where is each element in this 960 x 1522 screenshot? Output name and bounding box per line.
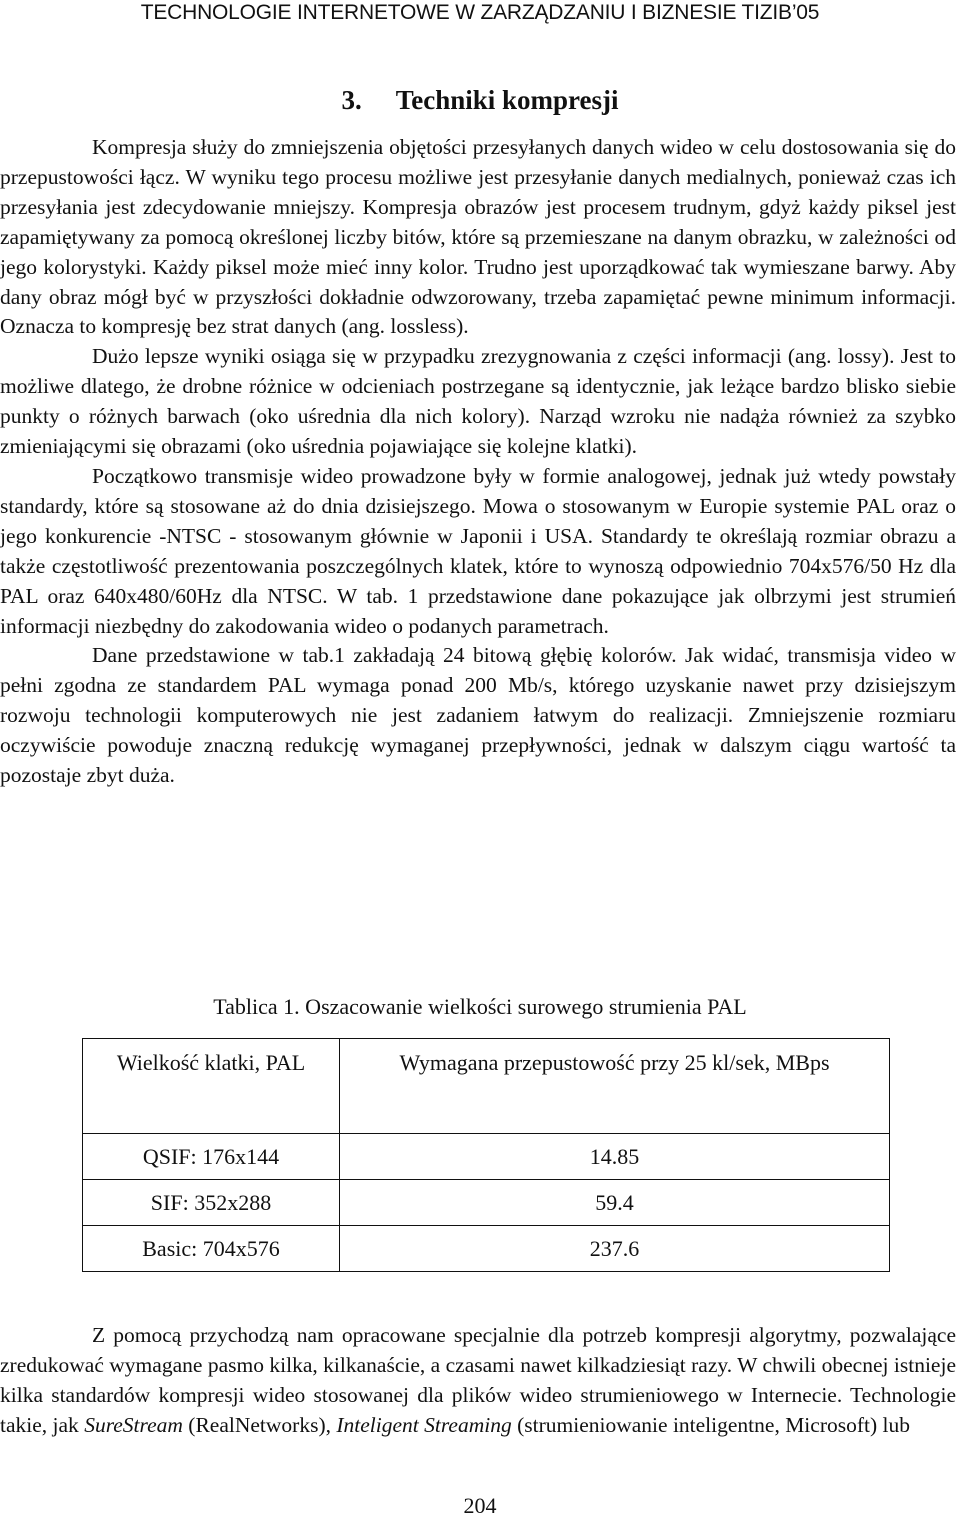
table-row [83, 1226, 890, 1272]
table-cell: SIF: 352x288 [83, 1180, 340, 1226]
table-cell: QSIF: 176x144 [83, 1134, 340, 1180]
inteligent-streaming-term: Inteligent Streaming [336, 1412, 512, 1437]
section-heading [0, 84, 960, 116]
page-number: 204 [463, 1493, 497, 1518]
closing-text: (RealNetworks), [182, 1412, 337, 1437]
table-row [83, 1134, 890, 1180]
pal-stream-table [82, 1038, 890, 1272]
table-header-cell: Wielkość klatki, PAL [83, 1039, 340, 1134]
body-text [0, 133, 956, 791]
table-cell: 237.6 [340, 1226, 890, 1272]
paragraph: Początkowo transmisje wideo prowadzone były w formie analogowej, jednak już wtedy powstały standardy, które są stosowane aż do dnia dzisiejszego. Mowa o stosowanym w Europie systemie PAL oraz o jego konkurencie -NTSC - stosowanym głównie w Japonii i USA. Standardy te określają rozmiar obrazu a także częstotliwość prezentowania poszczególnych klatek, które to wynoszą odpowiednio 704x576/50 Hz dla PAL oraz 640x480/60Hz dla NTSC. W tab. 1 przedstawione dane pokazujące jak olbrzymi jest strumień informacji niezbędny do zakodowania wideo o podanych parametrach. [0, 463, 956, 638]
paragraph [0, 1321, 956, 1441]
table-caption: Tablica 1. Oszacowanie wielkości surowego strumienia PAL [213, 994, 747, 1019]
surestream-term: SureStream [84, 1412, 183, 1437]
section-title: Techniki kompresji [395, 85, 619, 115]
paragraph: Dane przedstawione w tab.1 zakładają 24 bitową głębię kolorów. Jak widać, transmisja video w pełni zgodna ze standardem PAL wymaga ponad 200 Mb/s, którego uzyskanie nawet przy dzisiejszym rozwoju technologii komputerowych nie jest zadaniem łatwym do realizacji. Zmniejszenie rozmiaru oczywiście powoduje znaczną redukcję wymaganej przepływności, jednak w dalszym ciągu wartość ta pozostaje zbyt duża. [0, 643, 956, 788]
table-header-row [83, 1039, 890, 1134]
closing-text: Z pomocą przychodzą nam opracowane specjalnie dla potrzeb kompresji algorytmy, pozwalające zredukować wymagane pasmo kilka, kilkanaście, a czasami nawet kilkadziesiąt razy. W chwili obecnej istnieje kilka standardów kompresji wideo stosowanej dla plików wideo strumieniowego w Internecie. Technologie takie, jak [0, 1323, 956, 1437]
table-cell: 14.85 [340, 1134, 890, 1180]
paragraph: Dużo lepsze wyniki osiąga się w przypadku zrezygnowania z części informacji (ang. lossy). Jest to możliwe dlatego, że drobne różnice w odcieniach postrzegane są identycznie, jak leżące bardzo blisko siebie punkty o różnych barwach (oko uśrednia dla nich kolory). Narząd wzroku nie nadąża również za szybko zmieniającymi się obrazami (oko uśrednia pojawiające się kolejne klatki). [0, 344, 956, 459]
closing-text: (strumieniowanie inteligentne, Microsoft) lub [511, 1412, 910, 1437]
body-text-continued [0, 1321, 956, 1441]
table-cell: 59.4 [340, 1180, 890, 1226]
running-header: TECHNOLOGIE INTERNETOWE W ZARZĄDZANIU I BIZNESIE TIZIB’05 [140, 1, 820, 24]
paragraph: Kompresja służy do zmniejszenia objętości przesyłanych danych wideo w celu dostosowania się do przepustowości łącz. W wyniku tego procesu możliwe jest przesyłanie danych medialnych, ponieważ czas ich przesyłania jest zdecydowanie mniejszy. Kompresja obrazów jest procesem trudnym, gdyż każdy piksel jest zapamiętywany za pomocą określonej liczby bitów, które są przemieszane na danym obrazku, w zależności od jego kolorystyki. Każdy piksel może mieć inny kolor. Trudno jest uporządkować tak wymieszane barwy. Aby dany obraz mógł być w przyszłości dokładnie odwzorowany, trzeba zapamiętać pewne minimum informacji. Oznacza to kompresję bez strat danych (ang. lossless). [0, 135, 956, 339]
table-row [83, 1180, 890, 1226]
table-cell: Basic: 704x576 [83, 1226, 340, 1272]
table-header-cell: Wymagana przepustowość przy 25 kl/sek, MBps [340, 1039, 890, 1134]
section-number: 3. [341, 85, 362, 115]
